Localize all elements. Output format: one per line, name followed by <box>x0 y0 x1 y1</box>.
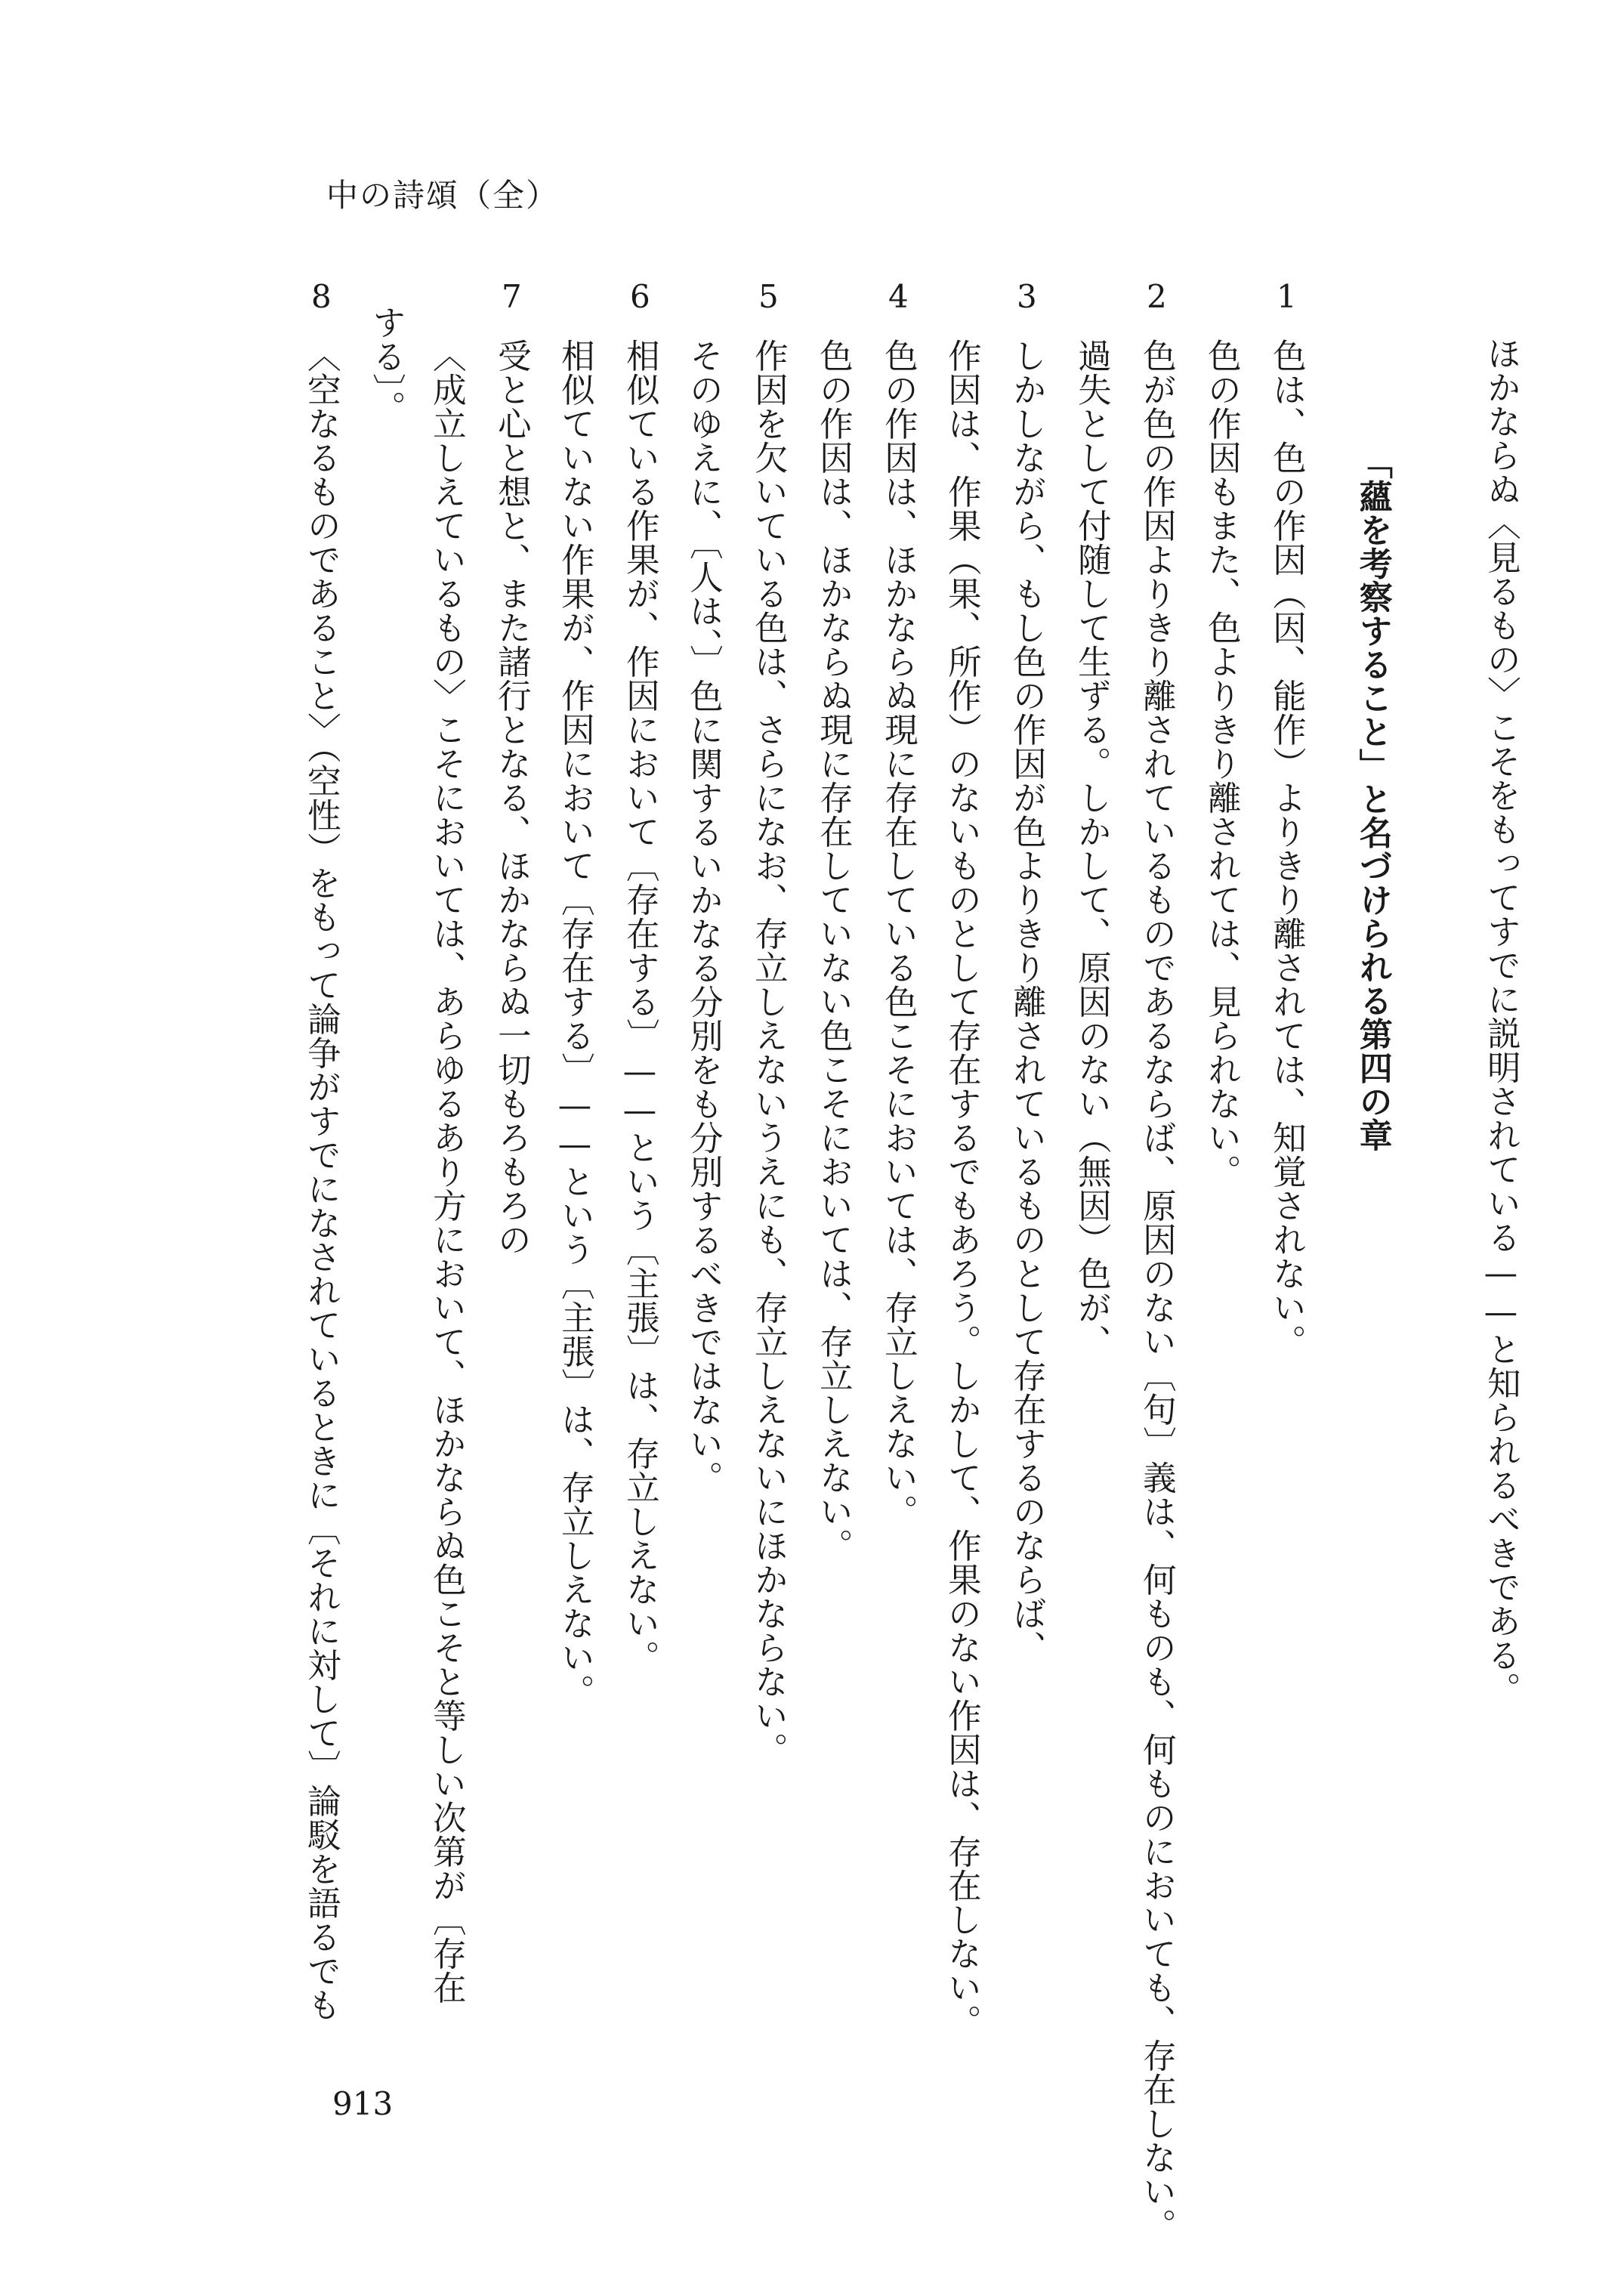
verse-line: 作因は、作果（果、所作）のないものとして存在するでもあろう。しかして、作果のない作因は、存在しない。 <box>942 338 981 2038</box>
verse-line: 色の作因もまた、色よりきり離されては、見られない。 <box>1202 338 1241 1188</box>
verse-line: そのゆえに、〔人は、〕色に関するいかなる分別をも分別するべきではない。 <box>684 338 723 1495</box>
verse-number: 1 <box>1277 278 1297 315</box>
verse-number: 7 <box>502 278 522 315</box>
verse-line: 相似ている作果が、作因において〔存在する〕——という〔主張〕は、存立しえない。 <box>620 338 659 1674</box>
verse-number: 4 <box>888 278 909 315</box>
verse-line: しかしながら、もし色の作因が色よりきり離されているものとして存在するのならば、 <box>1007 338 1046 1664</box>
intro-line: ほかならぬ〈見るもの〉こそをもってすでに説明されている——と知られるべきである。 <box>1481 336 1521 1706</box>
verse-number: 3 <box>1017 278 1037 315</box>
verse-number: 5 <box>758 278 779 315</box>
verse-line: 色の作因は、ほかならぬ現に存在していない色こそにおいては、存立しえない。 <box>814 338 853 1562</box>
chapter-heading: 「蘊を考察すること」と名づけられる第四の章 <box>1353 446 1392 1152</box>
verse-line: 色が色の作因よりきり離されているものであるならば、原因のない〔句〕義は、何ものも、何ものにおいても、存在しない。 <box>1137 338 1176 2242</box>
verse-line: 色の作因は、ほかならぬ現に存在している色こそにおいては、存立しえない。 <box>878 338 918 1528</box>
verse-number: 2 <box>1147 278 1167 315</box>
verse-line: 〈成立しえているもの〉こそにおいては、あらゆるあり方において、ほかならぬ色こそと等しい次第が〔存在 <box>427 338 466 2004</box>
running-header: 中の詩頌（全） <box>326 177 560 214</box>
page-number: 913 <box>332 2085 394 2122</box>
verse-line: 相似ていない作果が、作因において〔存在する〕——という〔主張〕は、存立しえない。 <box>555 338 594 1708</box>
verse-number: 8 <box>311 278 332 315</box>
verse-line: する〕。 <box>366 305 406 425</box>
verse-line: 色は、色の作因（因、能作）よりきり離されては、知覚されない。 <box>1267 338 1306 1358</box>
verse-line: 過失として付随して生ずる。しかして、原因のない（無因）色が、 <box>1072 338 1111 1358</box>
verse-number: 6 <box>630 278 650 315</box>
verse-line: 受と心と想と、また諸行となる、ほかならぬ一切もろもろの <box>492 338 531 1256</box>
verse-line: 作因を欠いている色は、さらになお、存立しえないうえにも、存立しえないにほかならない。 <box>749 338 788 1766</box>
verse-line: 〈空なるものであること〉（空性）をもって論争がすでになされているときに〔それに対して〕論駁を語るでも <box>301 338 341 2022</box>
